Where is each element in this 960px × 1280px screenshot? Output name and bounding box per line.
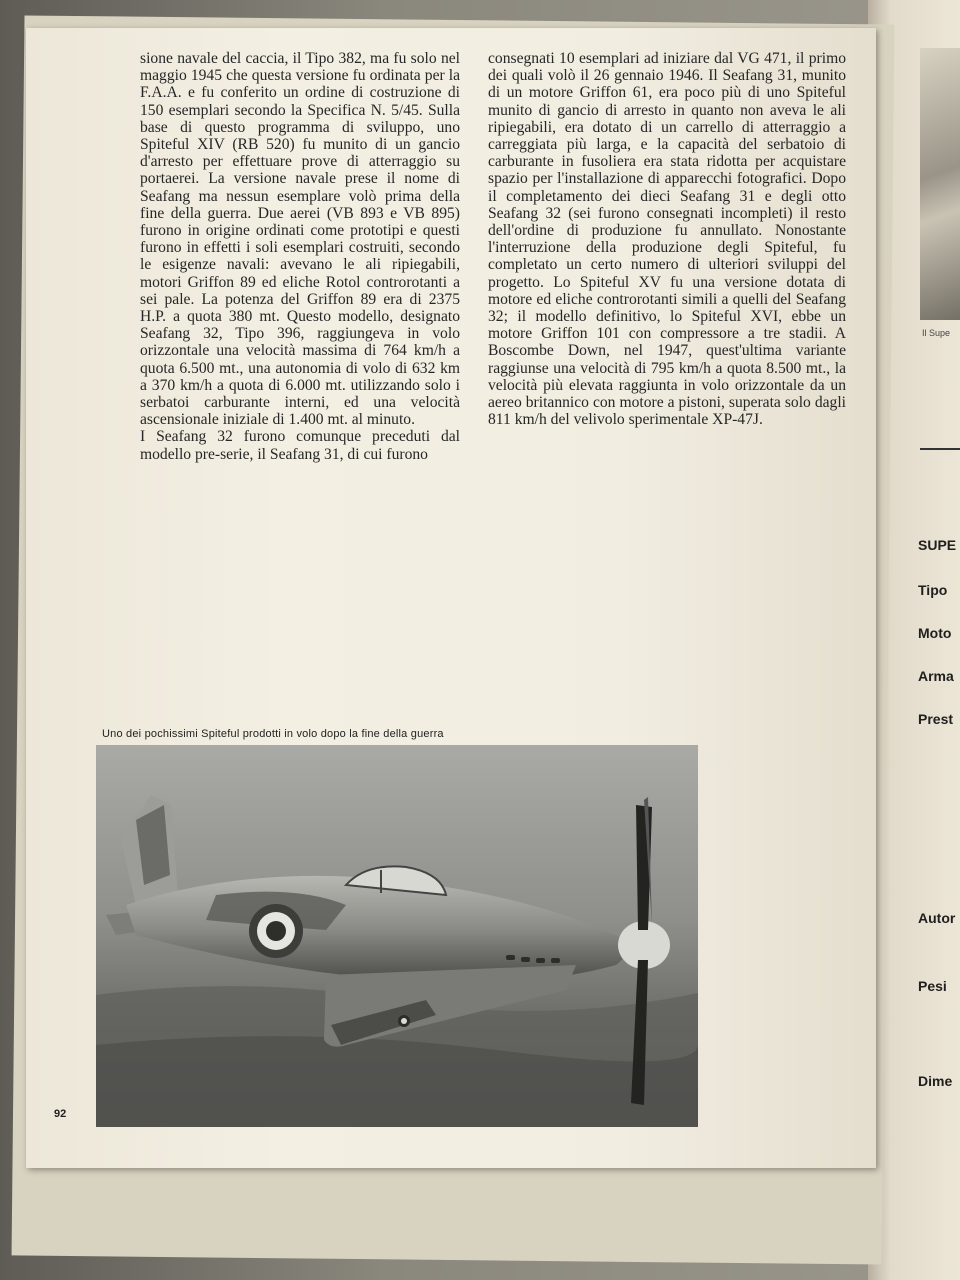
spec-label-title: SUPE [918, 537, 957, 553]
spec-label-tipo: Tipo [918, 582, 948, 598]
spec-label-prestazioni: Prest [918, 711, 954, 727]
spec-label-armamento: Arma [918, 668, 954, 684]
spec-label-autonomia: Autor [918, 910, 956, 926]
spiteful-aircraft-illustration [96, 745, 698, 1127]
paragraph: sione navale del caccia, il Tipo 382, ma fu solo nel maggio 1945 che questa versione fu ordinata per la F.A.A. e fu conferito un ordine di costruzione di 150 esemplari secondo la Specifica N. 5/45. Sulla base di questo programma di sviluppo, uno Spiteful XIV (RB 520) fu munito di un gancio d'arresto per effettuare prove di atterraggio su portaerei. La versione navale prese il nome di Seafang ma nessun esemplare volò prima della fine della guerra. Due aerei (VB 893 e VB 895) furono in origine ordinati come prototipi e questi furono in effetti i soli esemplari costruiti, secondo le esigenze navali: avevano le ali ripiegabili, motori Griffon 89 ed eliche Rotol controrotanti a sei pale. La potenza del Griffon 89 era di 2375 H.P. a quota 380 mt. Questo modello, designato Seafang 32, Tipo 396, raggiungeva in volo orizzontale una velocità massima di 764 km/h a quota 6.500 mt., una autonomia di volo di 632 km a 370 km/h a quota di 6.000 mt. utilizzando solo i serbatoi carburante interni, ed una velocità ascensionale iniziale di 1.400 mt. al minuto. [140, 50, 460, 429]
right-page-rule [920, 448, 960, 450]
paragraph: consegnati 10 esemplari ad iniziare dal VG 471, il primo dei quali volò il 26 gennaio 1946. Il Seafang 31, munito di un motore Griffon 61, era poco più di uno Spiteful munito di gancio di arresto in quanto non aveva le ali ripiegabili, era dotato di un carrello di atterraggio a carreggiata più larga, e la capacità del serbatoio di carburante in fusoliera era stata ridotta per acquistare spazio per l'installazione di apparecchi fotografici. Dopo il completamento dei dieci Seafang 31 e degli otto Seafang 32 (sei furono consegnati incompleti) il resto dell'ordine di produzione fu annullato. Nonostante l'interruzione della produzione degli Spiteful, fu completato un certo numero di ulteriori sviluppi del progetto. Lo Spiteful XV fu una versione dotata di motore ed eliche controrotanti simili a quelli del Seafang 32; il modello definitivo, lo Spiteful XVI, ebbe un motore Griffon 101 con compressore a tre stadii. A Boscombe Down, nel 1947, quest'ultima variante raggiunse una velocità di 795 km/h a quota 8.500 mt., la velocità più elevata raggiunta in volo orizzontale da un aereo britannico con motore a pistoni, superata solo dagli 811 km/h del velivolo sperimentale XP-47J. [488, 50, 846, 429]
right-page-caption: Il Supe [922, 328, 951, 338]
text-column-left [140, 50, 460, 463]
right-page-photo [920, 48, 960, 320]
text-column-right [488, 50, 846, 428]
spec-label-motore: Moto [918, 625, 952, 641]
page-number: 92 [54, 1108, 67, 1120]
aircraft-photo [96, 745, 698, 1127]
spec-label-dimensioni: Dime [918, 1073, 953, 1089]
photo-caption: Uno dei pochissimi Spiteful prodotti in volo dopo la fine della guerra [102, 728, 444, 740]
paragraph: I Seafang 32 furono comunque preceduti dal modello pre-serie, il Seafang 31, di cui furono [140, 428, 460, 463]
spec-label-pesi: Pesi [918, 978, 947, 994]
